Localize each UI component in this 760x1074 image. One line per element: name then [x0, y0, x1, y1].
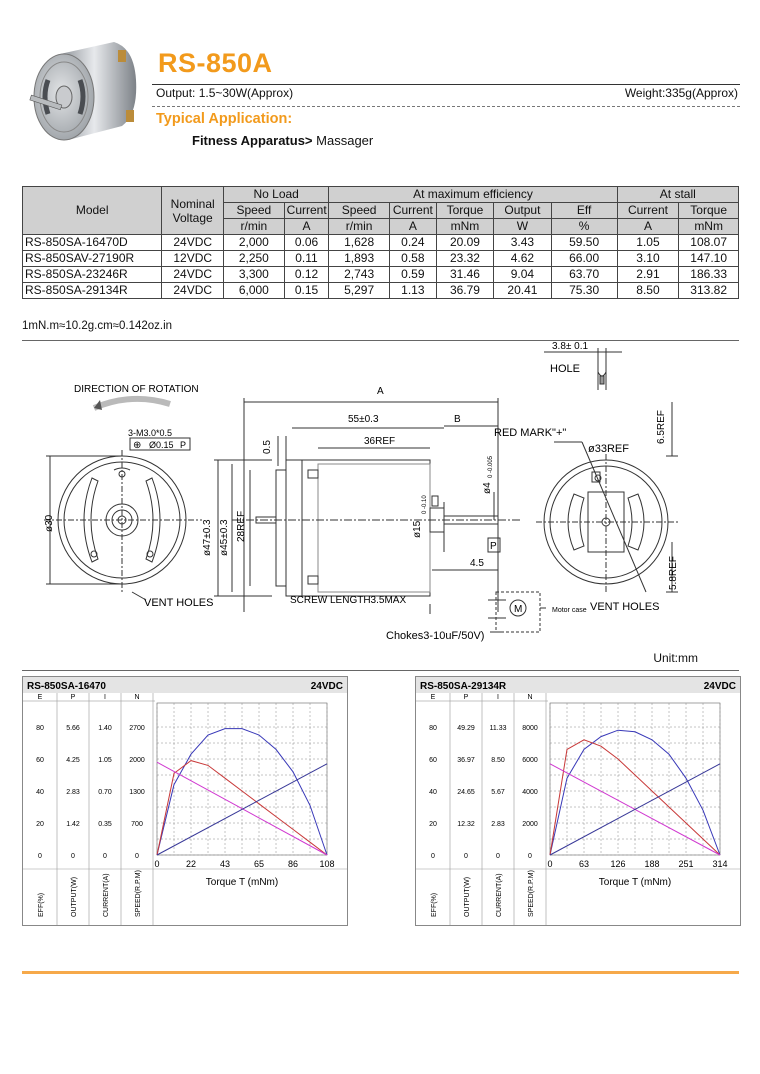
chart-voltage: 24VDC: [703, 681, 736, 692]
value-cell: 0.58: [389, 251, 436, 267]
value-cell: 1,893: [329, 251, 390, 267]
row-value: 0.35: [98, 821, 112, 828]
row-value: 11.33: [489, 725, 507, 732]
row-value: 0: [431, 853, 435, 860]
value-cell: 23.32: [436, 251, 493, 267]
screw-length: SCREW LENGTH3.5MAX: [290, 595, 407, 606]
unit-cell: %: [551, 219, 617, 235]
row-value: 40: [36, 789, 44, 796]
column-label: CURRENT(A): [496, 873, 503, 917]
subheader-cell: Output: [494, 203, 551, 219]
value-cell: 0.06: [284, 235, 329, 251]
row-value: 2.83: [491, 821, 505, 828]
dim-36: 36REF: [364, 436, 396, 447]
dimension-drawing: [22, 342, 740, 660]
value-cell: 0.11: [284, 251, 329, 267]
value-cell: 6,000: [224, 283, 285, 299]
row-value: 12.32: [457, 821, 475, 828]
value-cell: 3.43: [494, 235, 551, 251]
row-value: 0: [135, 853, 139, 860]
x-tick: 86: [287, 859, 299, 869]
column-label: EFF(%): [431, 892, 438, 917]
row-value: 1.40: [98, 725, 112, 732]
tolerance-symbol: ⊕: [133, 440, 142, 451]
subheader-cell: Current: [389, 203, 436, 219]
dashed-divider: [152, 106, 740, 107]
chokes-label: Chokes3-10uF/50V): [386, 630, 485, 642]
value-cell: 24VDC: [162, 283, 224, 299]
dim-a: A: [377, 386, 384, 397]
dim-dia30: ø30: [44, 514, 55, 532]
x-tick: 188: [644, 859, 660, 869]
vent-holes-right: VENT HOLES: [590, 601, 660, 613]
col-header: N: [527, 694, 533, 701]
row-value: 36.97: [457, 757, 475, 764]
x-tick: 22: [185, 859, 197, 869]
value-cell: 3,300: [224, 267, 285, 283]
column-label: OUTPUT(W): [464, 876, 471, 917]
divider: [152, 84, 740, 85]
subheader-cell: Speed: [329, 203, 390, 219]
x-tick: 0: [154, 859, 160, 869]
unit-cell: A: [389, 219, 436, 235]
value-cell: 313.82: [679, 283, 739, 299]
value-cell: 1.05: [617, 235, 679, 251]
subheader-cell: Current: [284, 203, 329, 219]
value-cell: 0.24: [389, 235, 436, 251]
row-value: 80: [36, 725, 44, 732]
column-label: EFF(%): [38, 892, 45, 917]
datum-p: P: [490, 541, 497, 552]
column-label: CURRENT(A): [103, 873, 110, 917]
rotation-arrow-icon: [94, 399, 170, 408]
row-value: 1300: [129, 789, 145, 796]
table-row: [23, 251, 739, 267]
row-value: 5.67: [491, 789, 505, 796]
table-row: [23, 235, 739, 251]
value-cell: 75.30: [551, 283, 617, 299]
unit-cell: mNm: [679, 219, 739, 235]
row-value: 40: [429, 789, 437, 796]
dim-4-5: 4.5: [470, 558, 484, 569]
unit-cell: mNm: [436, 219, 493, 235]
row-value: 0: [71, 853, 75, 860]
spec-table: [22, 186, 739, 299]
row-value: 20: [429, 821, 437, 828]
unit-cell: r/min: [224, 219, 285, 235]
value-cell: 147.10: [679, 251, 739, 267]
screw-spec: 3-M3.0*0.5: [128, 428, 173, 438]
dim-5-8: 5.8REF: [668, 556, 679, 590]
motor-case: Motor case: [552, 607, 587, 614]
row-value: 2700: [129, 725, 145, 732]
value-cell: 2,250: [224, 251, 285, 267]
row-value: 8.50: [491, 757, 505, 764]
value-cell: 24VDC: [162, 267, 224, 283]
value-cell: 31.46: [436, 267, 493, 283]
application-line: [192, 133, 373, 148]
chart-title: RS-850SA-29134R: [420, 681, 507, 692]
row-value: 8000: [522, 725, 538, 732]
value-cell: 1,628: [329, 235, 390, 251]
column-label: SPEED(R.P.M): [135, 870, 142, 917]
column-label: SPEED(R.P.M): [528, 870, 535, 917]
row-value: 49.29: [457, 725, 475, 732]
col-header: E: [430, 694, 436, 701]
value-cell: 12VDC: [162, 251, 224, 267]
model-cell: RS-850SAV-27190R: [23, 251, 162, 267]
m-symbol: M: [514, 604, 523, 615]
row-value: 24.65: [457, 789, 475, 796]
unit-cell: A: [284, 219, 329, 235]
model-cell: RS-850SA-23246R: [23, 267, 162, 283]
subheader-cell: Eff: [551, 203, 617, 219]
header-no-load: No Load: [224, 187, 329, 203]
model-cell: RS-850SA-29134R: [23, 283, 162, 299]
unit-conversion: 1mN.m≈10.2g.cm≈0.142oz.in: [22, 320, 173, 332]
x-tick: 314: [712, 859, 728, 869]
col-header: P: [463, 694, 469, 701]
value-cell: 0.12: [284, 267, 329, 283]
row-value: 20: [36, 821, 44, 828]
row-value: 80: [429, 725, 437, 732]
col-header: I: [497, 694, 499, 701]
unit-cell: A: [617, 219, 679, 235]
x-tick: 63: [578, 859, 590, 869]
value-cell: 0.59: [389, 267, 436, 283]
column-label: OUTPUT(W): [71, 876, 78, 917]
chart-voltage: 24VDC: [310, 681, 343, 692]
value-cell: 20.41: [494, 283, 551, 299]
value-cell: 63.70: [551, 267, 617, 283]
chart-svg-1: [23, 677, 347, 925]
row-value: 2.83: [66, 789, 80, 796]
chart-title: RS-850SA-16470: [27, 681, 106, 692]
row-value: 2000: [522, 821, 538, 828]
dim-05: 0.5: [262, 440, 273, 454]
row-value: 1.05: [98, 757, 112, 764]
hole-label: HOLE: [550, 363, 580, 375]
dim-45: ø45±0.3: [219, 519, 230, 556]
value-cell: 0.15: [284, 283, 329, 299]
dim-33: ø33REF: [588, 443, 629, 455]
typical-application-heading: Typical Application:: [156, 111, 293, 127]
row-value: 0.70: [98, 789, 112, 796]
col-header: I: [104, 694, 106, 701]
row-value: 0: [496, 853, 500, 860]
x-axis-label: Torque T (mNm): [205, 877, 279, 888]
header-max-efficiency: At maximum efficiency: [329, 187, 617, 203]
value-cell: 20.09: [436, 235, 493, 251]
divider: [22, 340, 739, 341]
dim-55: 55±0.3: [348, 414, 379, 425]
divider: [22, 670, 739, 671]
subheader-cell: Current: [617, 203, 679, 219]
row-value: 700: [131, 821, 143, 828]
performance-chart-2: [415, 676, 741, 926]
dim-3-8: 3.8± 0.1: [552, 342, 589, 352]
col-header: E: [37, 694, 43, 701]
value-cell: 9.04: [494, 267, 551, 283]
value-cell: 2,000: [224, 235, 285, 251]
dim-47: ø47±0.3: [202, 519, 213, 556]
dim-4: ø4: [482, 482, 493, 494]
value-cell: 3.10: [617, 251, 679, 267]
dim-15: ø15: [412, 520, 423, 538]
left-end-view: [44, 450, 202, 600]
row-value: 0: [38, 853, 42, 860]
performance-chart-1: [22, 676, 348, 926]
header-nominal-voltage: Nominal Voltage: [162, 187, 224, 235]
series-output-line: [550, 740, 720, 855]
chart-svg-2: [416, 677, 740, 925]
value-cell: 36.79: [436, 283, 493, 299]
motor-photo-icon: [22, 40, 140, 152]
product-title: RS-850A: [158, 48, 273, 78]
row-value: 60: [36, 757, 44, 764]
tolerance-value: Ø0.15: [149, 440, 174, 450]
col-header: N: [134, 694, 140, 701]
row-value: 0: [528, 853, 532, 860]
dim-28: 28REF: [236, 510, 247, 542]
value-cell: 24VDC: [162, 235, 224, 251]
footer-rule: [22, 971, 739, 974]
application-item: Massager: [316, 133, 374, 148]
x-tick: 108: [319, 859, 335, 869]
x-axis-label: Torque T (mNm): [598, 877, 672, 888]
header-at-stall: At stall: [617, 187, 738, 203]
output-range: Output: 1.5~30W(Approx): [156, 86, 294, 100]
value-cell: 1.13: [389, 283, 436, 299]
header-model: Model: [23, 187, 162, 235]
table-row: [23, 267, 739, 283]
row-value: 2000: [129, 757, 145, 764]
value-cell: 108.07: [679, 235, 739, 251]
unit-cell: W: [494, 219, 551, 235]
subheader-cell: Torque: [679, 203, 739, 219]
red-mark: RED MARK"+": [494, 427, 567, 439]
value-cell: 66.00: [551, 251, 617, 267]
x-tick: 0: [547, 859, 553, 869]
value-cell: 4.62: [494, 251, 551, 267]
value-cell: 8.50: [617, 283, 679, 299]
model-cell: RS-850SA-16470D: [23, 235, 162, 251]
x-tick: 251: [678, 859, 694, 869]
dim-4-tol: 0 -0.005: [488, 455, 494, 478]
row-value: 6000: [522, 757, 538, 764]
col-header: P: [70, 694, 76, 701]
dim-15-tol: 0 -0.10: [422, 495, 428, 514]
weight: Weight:335g(Approx): [624, 86, 738, 100]
dim-b: B: [454, 414, 461, 425]
table-row: [23, 283, 739, 299]
x-tick: 65: [253, 859, 265, 869]
row-value: 5.66: [66, 725, 80, 732]
unit-label: Unit:mm: [653, 651, 698, 665]
unit-cell: r/min: [329, 219, 390, 235]
value-cell: 5,297: [329, 283, 390, 299]
row-value: 1.42: [66, 821, 80, 828]
table-header-row: [23, 187, 739, 203]
row-value: 60: [429, 757, 437, 764]
side-view: [214, 398, 522, 614]
value-cell: 186.33: [679, 267, 739, 283]
value-cell: 59.50: [551, 235, 617, 251]
row-value: 4.25: [66, 757, 80, 764]
value-cell: 2.91: [617, 267, 679, 283]
vent-holes-left: VENT HOLES: [144, 597, 214, 609]
direction-label: DIRECTION OF ROTATION: [74, 384, 199, 395]
tolerance-datum: P: [180, 440, 187, 450]
row-value: 0: [103, 853, 107, 860]
dim-6-5: 6.5REF: [656, 410, 667, 444]
row-value: 4000: [522, 789, 538, 796]
row-value: 0: [464, 853, 468, 860]
x-tick: 126: [610, 859, 626, 869]
value-cell: 2,743: [329, 267, 390, 283]
application-category: Fitness Apparatus>: [192, 133, 313, 148]
subheader-cell: Speed: [224, 203, 285, 219]
subheader-cell: Torque: [436, 203, 493, 219]
x-tick: 43: [219, 859, 231, 869]
